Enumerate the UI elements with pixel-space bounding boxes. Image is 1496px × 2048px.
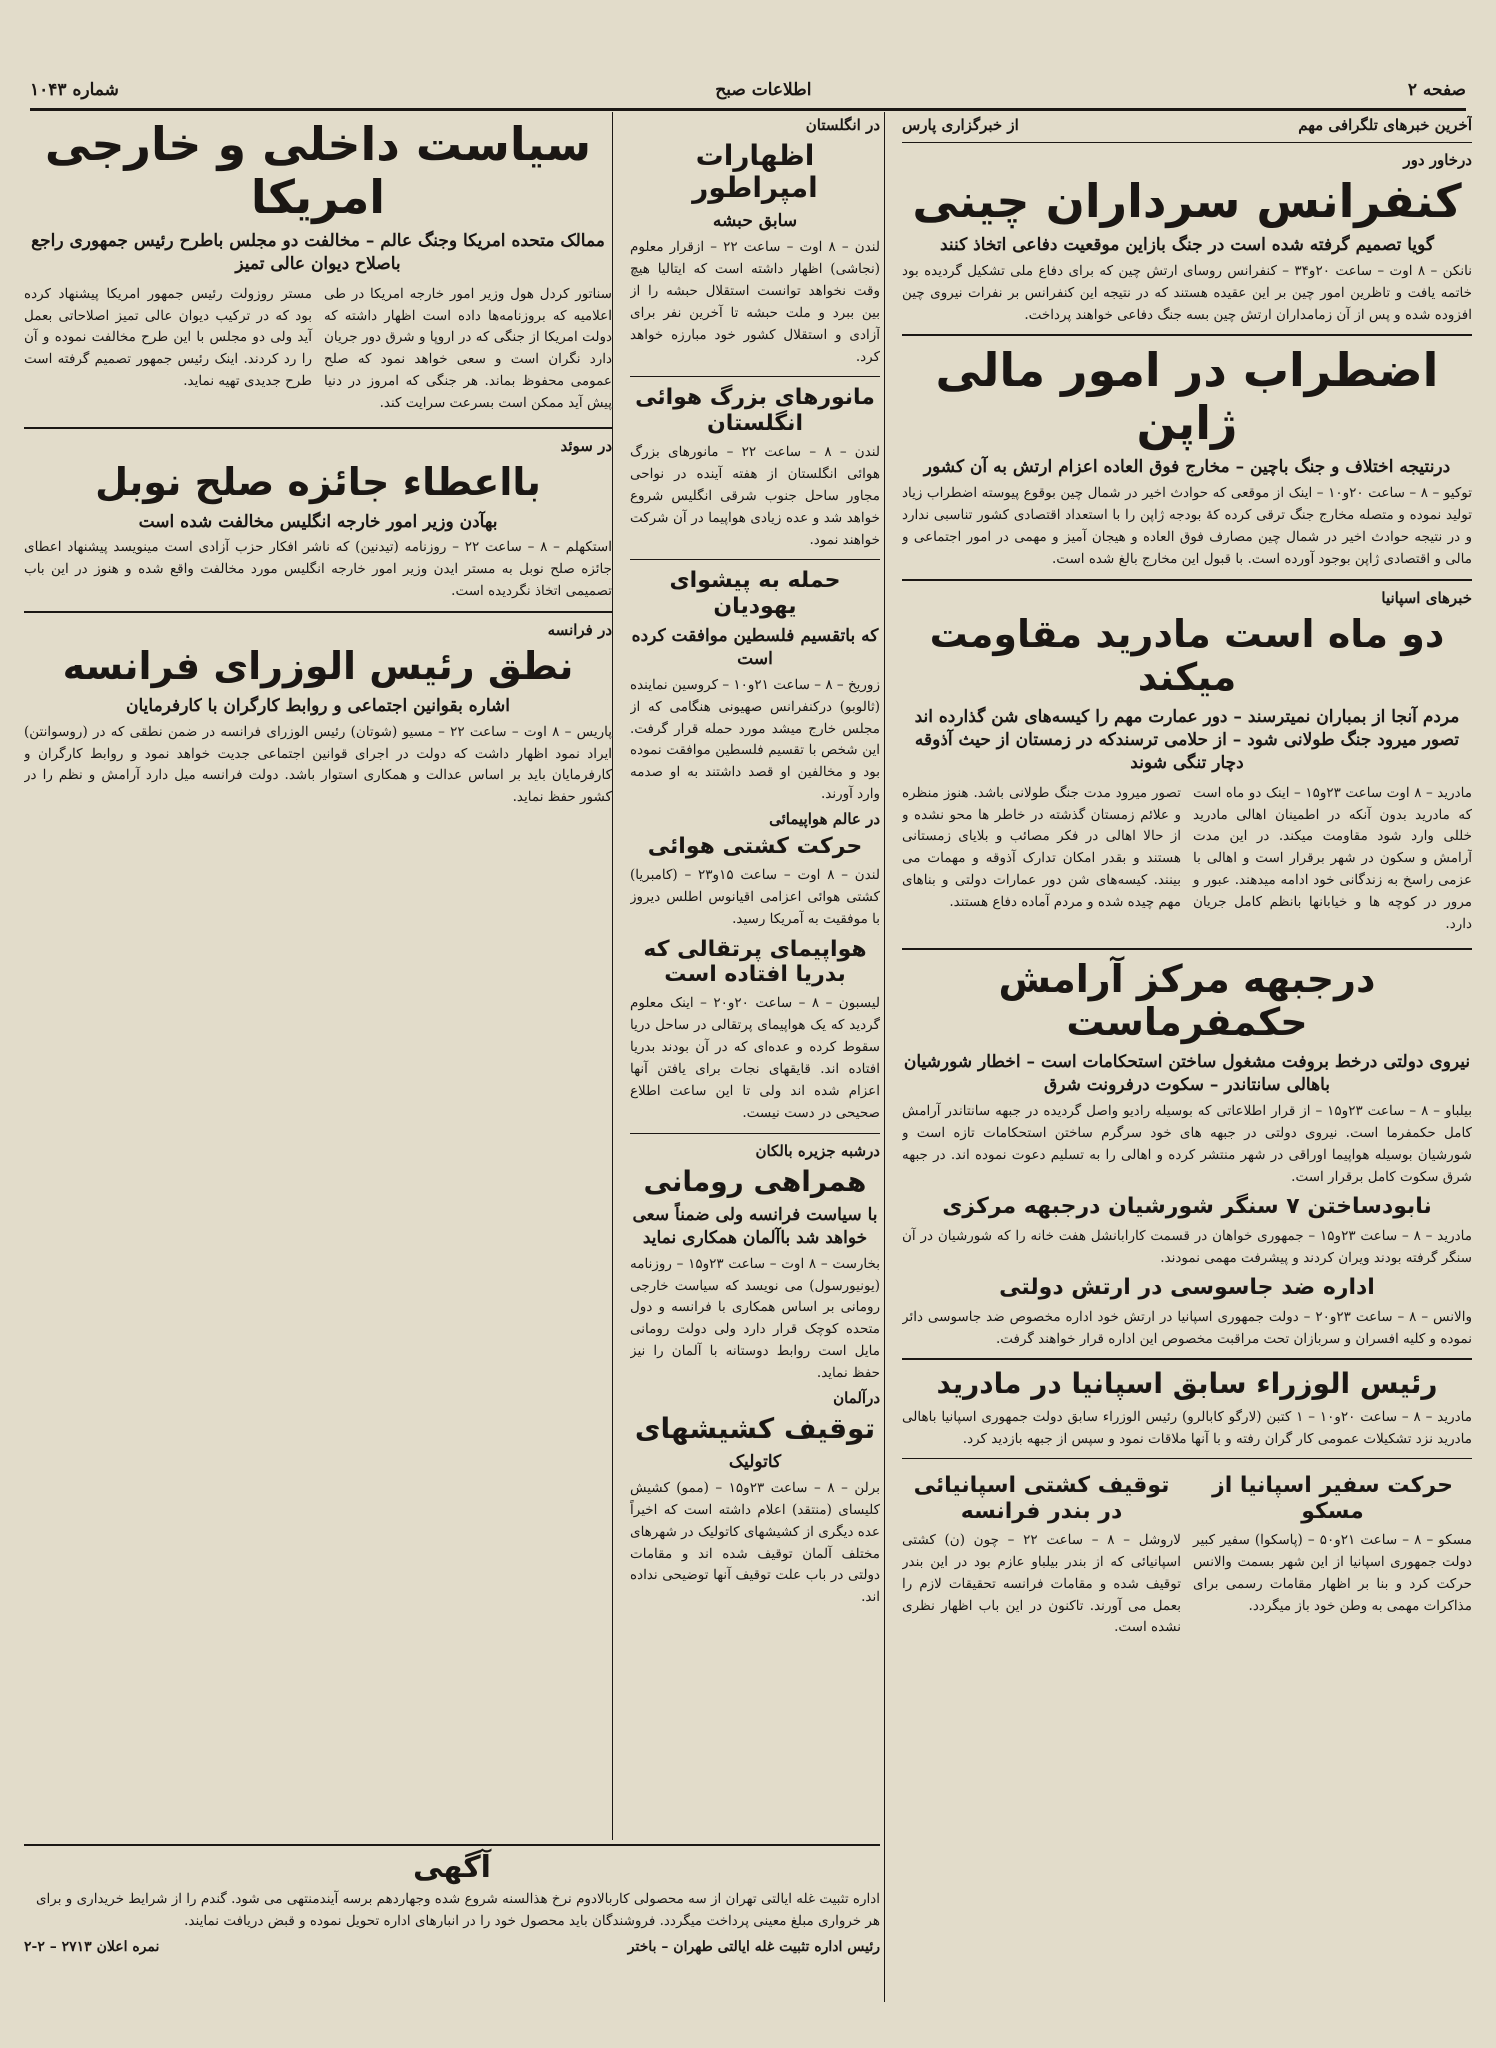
flight-body: لندن – ۸ اوت – ساعت ۱۵و۲۳ – (کامبریا) کشتی هوائی اعزامی اقیانوس اطلس دیروز با موفقیت به آمریکا رسید. — [630, 867, 880, 927]
china-sub: گویا تصمیم گرفته شده است در جنگ بازاین موقعیت دفاعی اتخاذ کنند — [939, 234, 1435, 255]
policy-sub: ممالک متحده امریکا وجنگ عالم – مخالفت دو مجلس باطرح رئیس جمهوری راجع باصلاح دیوان عالی تمیز — [31, 230, 605, 274]
ship-body: لاروشل – ۸ – ساعت ۲۲ – چون (ن) کشتی اسپانیائی که از بندر بیلباو عازم بود در این بندر توقیف شده و مقامات فرانسه تحقیقات لازم را بعمل می آورند. تاکنون در این باب اظهار نظری نشده است. — [902, 1531, 1181, 1636]
left-column — [24, 112, 612, 1840]
pm-headline: رئیس الوزراء سابق اسپانیا در مادرید — [936, 1367, 1438, 1401]
spies-headline: اداره ضد جاسوسی در ارتش دولتی — [999, 1275, 1375, 1301]
flight-headline: حرکت کشتی هوائی — [647, 833, 863, 859]
emperor-headline: اظهارات امپراطور — [692, 139, 818, 205]
column-divider — [612, 112, 613, 1840]
nobel-sub: بهآدن وزیر امور خارجه انگلیس مخالفت شده است — [138, 511, 498, 532]
jews-headline: حمله به پیشوای یهودیان — [669, 568, 841, 619]
crash-body: لیسبون – ۸ – ساعت ۲۰و۲۰ – اینک معلوم گردید که یک هواپیمای پرتقالی در ساحل دریا سقوط کرده و عده‌ای که در آن بودند بدریا افتاده اند. قایقهای نجات برای یافتن آنها اعزام شده اند ولی تا این ساعت اطلاع صحیحی در دست نیست. — [630, 995, 880, 1121]
balkans-kicker: درشبه جزیره بالکان — [755, 1141, 880, 1160]
policy-body-1: سناتور کردل هول وزیر امور خارجه امریکا در طی اعلامیه که بروزنامه‌ها داده است اظهار داشته که دولت امریکا از جنگی که در اروپا و شرق دور جریان دارد نگران است و سعی خواهد نمود که صلح عمومی محفوظ بماند. هر جنگی که امروز در دنیا پیش آید ممکن است بسرعت سرایت کند. — [324, 285, 612, 411]
madrid-sub: مردم آنجا از بمباران نمیترسند – دور عمارت مهم را کیسه‌های شن گذارده اند تصور میرود جنگ طولانی شود – از حلامی ترسندکه در زمستان از حیث آذوقه دچار تنگی شوند — [914, 706, 1460, 773]
column-divider — [884, 112, 885, 2002]
maneuvers-body: لندن – ۸ – ساعت ۲۲ – مانورهای بزرگ هوائی انگلستان از هفته آینده در نواحی مجاور ساحل جنوب شرقی انگلیس شروع خواهد شد و عده زیادی هواپیما در آن شرکت خواهند نمود. — [630, 444, 880, 548]
china-headline: کنفرانس سرداران چینی — [912, 174, 1462, 228]
pm-body: مادرید – ۸ – ساعت ۲۰و۱۰ – ۱ کتبن (لارگو کابالرو) رئیس الوزراء سابق دولت جمهوری اسپانیا باهالی مادرید نزد تشکیلات عمومی کار گران رفته و با آنها ملاقات نمود و سپس از جبهه بازدید کرد. — [902, 1408, 1472, 1447]
paper-name: اطلاعات صبح — [715, 80, 812, 100]
madrid-headline: دو ماه است مادرید مقاومت میکند — [929, 611, 1445, 700]
priests-headline: توقیف کشیشهای — [634, 1411, 876, 1445]
masthead — [30, 72, 1466, 111]
jews-sub: که باتقسیم فلسطین موافقت کرده است — [631, 625, 879, 669]
ad-signature: رئیس اداره تثبیت غله ایالتی طهران – باختر — [627, 1938, 880, 1955]
advertisement-box — [24, 1844, 880, 1996]
ship-headline: توقیف کشتی اسپانیائی در بندر فرانسه — [913, 1473, 1170, 1524]
france-body: پاریس – ۸ اوت – ساعت ۲۲ – مسیو (شوتان) رئیس الوزرای فرانسه در ضمن نطقی که در (روسوانتن) ایراد نمود اظهار داشت که دولت در اجرای قوانین اجتماعی جدیت خواهد نمود و روابط کارگران و کارفرمایان باید بر اساس عدالت و همکاری استوار باشد. دولت فرانسه میل دارد آرامش و نظم را در کشور حفظ نماید. — [24, 723, 612, 806]
policy-body-2: مستر روزولت رئیس جمهور امریکا پیشنهاد کرده بود که در ترکیب دیوان عالی تمیز اصلاحاتی بعمل آید ولی دو مجلس با این طرح مخالفت نموده و آن را رد کردند. اینک رئیس جمهور تصمیم گرفته است طرح جدیدی تهیه نماید. — [24, 285, 312, 390]
aragon-headline: درجبهه مرکز آرامش حکمفرماست — [998, 956, 1376, 1045]
jews-body: زوریخ – ۸ – ساعت ۲۱و۱۰ – کروسین نماینده (ثالوبو) درکنفرانس صهیونی هنگامی که از مجلس خارج میشد مورد حمله قرار گرفت. این شخص با تقسیم فلسطین موافقت نموده بود و مخالفین او قصد داشتند به او صدمه وارد آورند. — [630, 676, 880, 803]
france-sub: اشاره بقوانین اجتماعی و روابط کارگران با کارفرمایان — [126, 695, 510, 716]
page-label: صفحه ۲ — [1407, 80, 1466, 100]
section-source: از خبرگزاری پارس — [902, 116, 1019, 134]
romania-sub: با سیاست فرانسه ولی ضمناً سعی خواهد شد باآلمان همکاری نماید — [632, 1204, 878, 1248]
germany-kicker: درآلمان — [833, 1388, 880, 1407]
priests-sub: کاتولیک — [728, 1452, 782, 1473]
france-headline: نطق رئیس الوزرای فرانسه — [62, 644, 574, 689]
ad-body: اداره تثبیت غله ایالتی تهران از سه محصولی کاربالادوم نرخ هذالسنه شروع شده وجهاردهم برسه آیندمنتهی می شود. گندم را از شرایط خریداری و برای هر خرواری مبلغ معینی پرداخت میگردد. فروشندگان باید محصول خود را در انبارهای اداره تحویل نموده و قبض دریافت نمایند. — [35, 1891, 880, 1929]
crash-headline: هواپیمای پرتقالی که بدریا افتاده است — [643, 936, 867, 988]
ambassador-headline: حرکت سفیر اسپانیا از مسکو — [1212, 1473, 1453, 1524]
romania-body: بخارست – ۸ اوت – ساعت ۲۳و۱۵ – روزنامه (یونیورسول) می نویسد که سیاست خارجی رومانی بر اساس همکاری با فرانسه و دول متحده کوچک قرار دارد ولی دولت رومانی مایل است روابط دوستانه با آلمان را نیز حفظ نماید. — [630, 1255, 880, 1381]
england-kicker: در انگلستان — [805, 116, 880, 134]
issue-label: شماره ۱۰۴۳ — [30, 80, 119, 100]
madrid-body-1: مادرید – ۸ اوت ساعت ۲۳و۱۵ – اینک دو ماه است که مادرید بدون آنکه در اطمینان اهالی مادرید خللی وارد شود مقاومت میکند. در این مدت آرامش و سکون در شهر برقرار است و اهالی با عزمی راسخ به زندگانی خود ادامه میدهند. عبور و مرور در کوچه ها و خیابانها بانظم کامل جریان دارد. — [1193, 784, 1472, 932]
right-column — [902, 112, 1472, 2002]
squadrons-body: مادرید – ۸ – ساعت ۲۳و۱۵ – جمهوری خواهان در قسمت کارابانشل هفت خانه را که شورشیان در آن سنگر گرفته بودند ویران کردند و پیشرفت مهمی نمودند. — [902, 1227, 1472, 1266]
section-kicker: آخرین خبرهای تلگرافی مهم — [1298, 116, 1472, 134]
aragon-body: بیلباو – ۸ – ساعت ۲۳و۱۵ – از قرار اطلاعاتی که بوسیله رادیو واصل گردیده در جبهه سانتاندر آرامش کامل حکمفرما است. نیروی دولتی در جبهه های خود سرگرم ساختن استحکامات تازه است و شورشیان بوسیله هواپیما اوراقی در شهر منتشر کرده و اهالی را به تسلیم دعوت نموده اند. در جبهه شرق سکوت کامل برقرار است. — [902, 1103, 1472, 1185]
nobel-headline: بااعطاء جائزه صلح نوبل — [95, 459, 541, 504]
squadrons-headline: نابودساختن ۷ سنگر شورشیان درجبهه مرکزی — [942, 1194, 1432, 1220]
nobel-kicker: در سوئد — [560, 436, 612, 455]
france-kicker: در فرانسه — [547, 621, 612, 640]
romania-headline: همراهی رومانی — [643, 1164, 867, 1198]
spies-body: والانس – ۸ – ساعت ۲۳و۲۰ – دولت جمهوری اسپانیا در ارتش خود اداره مخصوص ضد جاسوسی دائر نموده و کلیه افسران و سربازان تحت مراقبت مخصوص این اداره قرار خواهند گرفت. — [902, 1308, 1472, 1347]
ad-number: نمره اعلان ۲۷۱۳ – ۲-۲ — [24, 1938, 160, 1955]
ambassador-body: مسکو – ۸ – ساعت ۲۱و۵۰ – (پاسکوا) سفیر کبیر دولت جمهوری اسپانیا از این شهر بسمت والانس حرکت کرد و بنا بر اظهار مقامات رسمی برای مذاکرات مهمی به وطن خود باز میگردد. — [1193, 1531, 1472, 1614]
maneuvers-headline: مانورهای بزرگ هوائی انگلستان — [635, 385, 875, 436]
aragon-sub: نیروی دولتی درخط بروفت مشغول ساختن استحکامات است – اخطار شورشیان باهالی سانتاندر – سکوت درفرونت شرق — [903, 1052, 1471, 1096]
emperor-body: لندن – ۸ اوت – ساعت ۲۲ – ازقرار معلوم (نجاشی) اظهار داشته است که ایتالیا هیچ وقت نخواهد توانست استقلال حبشه را از بین ببرد و ملت حبشه تا آخرین نفر برای آزادی و استقلال کشور خود مبارزه خواهد کرد. — [630, 239, 880, 365]
middle-column — [630, 112, 880, 1840]
spain-kicker: خبرهای اسپانیا — [1381, 588, 1472, 607]
nobel-body: استکهلم – ۸ – ساعت ۲۲ – روزنامه (تیدنین) که ناشر افکار حزب آزادی است مینویسد پیشنهاد اعطای جائزه صلح نوبل به مستر ایدن وزیر امور خارجه انگلیس مورد مخالفت واقع شده و هنوز در این باب تصمیمی اتخاذ نگردیده است. — [24, 539, 612, 600]
priests-body: برلن – ۸ – ساعت ۲۳و۱۵ – (ممو) کشیش کلیسای (منتقد) اعلام داشته است که اخیراً عده دیگری از کشیشهای کاتولیک در شهرهای مختلف آلمان توقیف شده اند و مقامات دولتی در باب علت توقیف آنها توضیحی نداده اند. — [630, 1479, 880, 1606]
section-header — [902, 116, 1472, 134]
japan-headline: اضطراب در امور مالی ژاپن — [935, 343, 1439, 451]
madrid-body-2: تصور میرود مدت جنگ طولانی باشد. هنوز منظره و علائم زمستان گذشته در خاطر ها محو نشده و از حالا اهالی در فکر مصائب و بلایای زمستانی هستند و بقدر امکان تدارک آذوقه و مهمات می بینند. کیسه‌های شن دور عمارات دولتی و بناهای مهم چیده شده و مردم آماده دفاع هستند. — [902, 784, 1181, 911]
china-body: نانکن – ۸ اوت – ساعت ۲۰و۳۴ – کنفرانس روسای ارتش چین که برای دفاع ملی تشکیل گردیده بود خاتمه یافت و تاظرین امور چین بر این عقیده هستند که در نتیجه این کنفرانس بر نفرات نیروی چین افزوده شده و پس از آن زمامداران ارتش چین بسه جنگ دفاعی خواهند پرداخت. — [902, 262, 1472, 323]
policy-headline: سیاست داخلی و خارجی امریکا — [44, 117, 592, 224]
japan-body: توکیو – ۸ – ساعت ۲۰و۱۰ – اینک از موقعی که حوادث اخیر در شمال چین بوقوع پیوسته اضطراب زیاد تولید نموده و متصله مخارج جنگ ترقی کرده کهٔ بودجه ژاپن را با استعداد اقتصادی کشور تناسبی ندارد و در نتیجه حوادث اخیر در شمال چین مصارف فوق العاده و هیجان آمیز و مهمی در امور اجتماعی و مالی و اقتصادی ژاپن بوجود آورده است. با قبول این مخارج بالغ شده است. — [902, 485, 1472, 567]
world-kicker: در عالم هواپیمائی — [769, 809, 880, 828]
ad-title: آگهی — [413, 1850, 491, 1885]
emperor-sub: سابق حبشه — [712, 211, 798, 232]
japan-sub: درنتیجه اختلاف و جنگ باچین – مخارج فوق العاده اعزام ارتش به آن کشور — [923, 457, 1451, 478]
china-kicker: درخاور دور — [1403, 151, 1472, 169]
